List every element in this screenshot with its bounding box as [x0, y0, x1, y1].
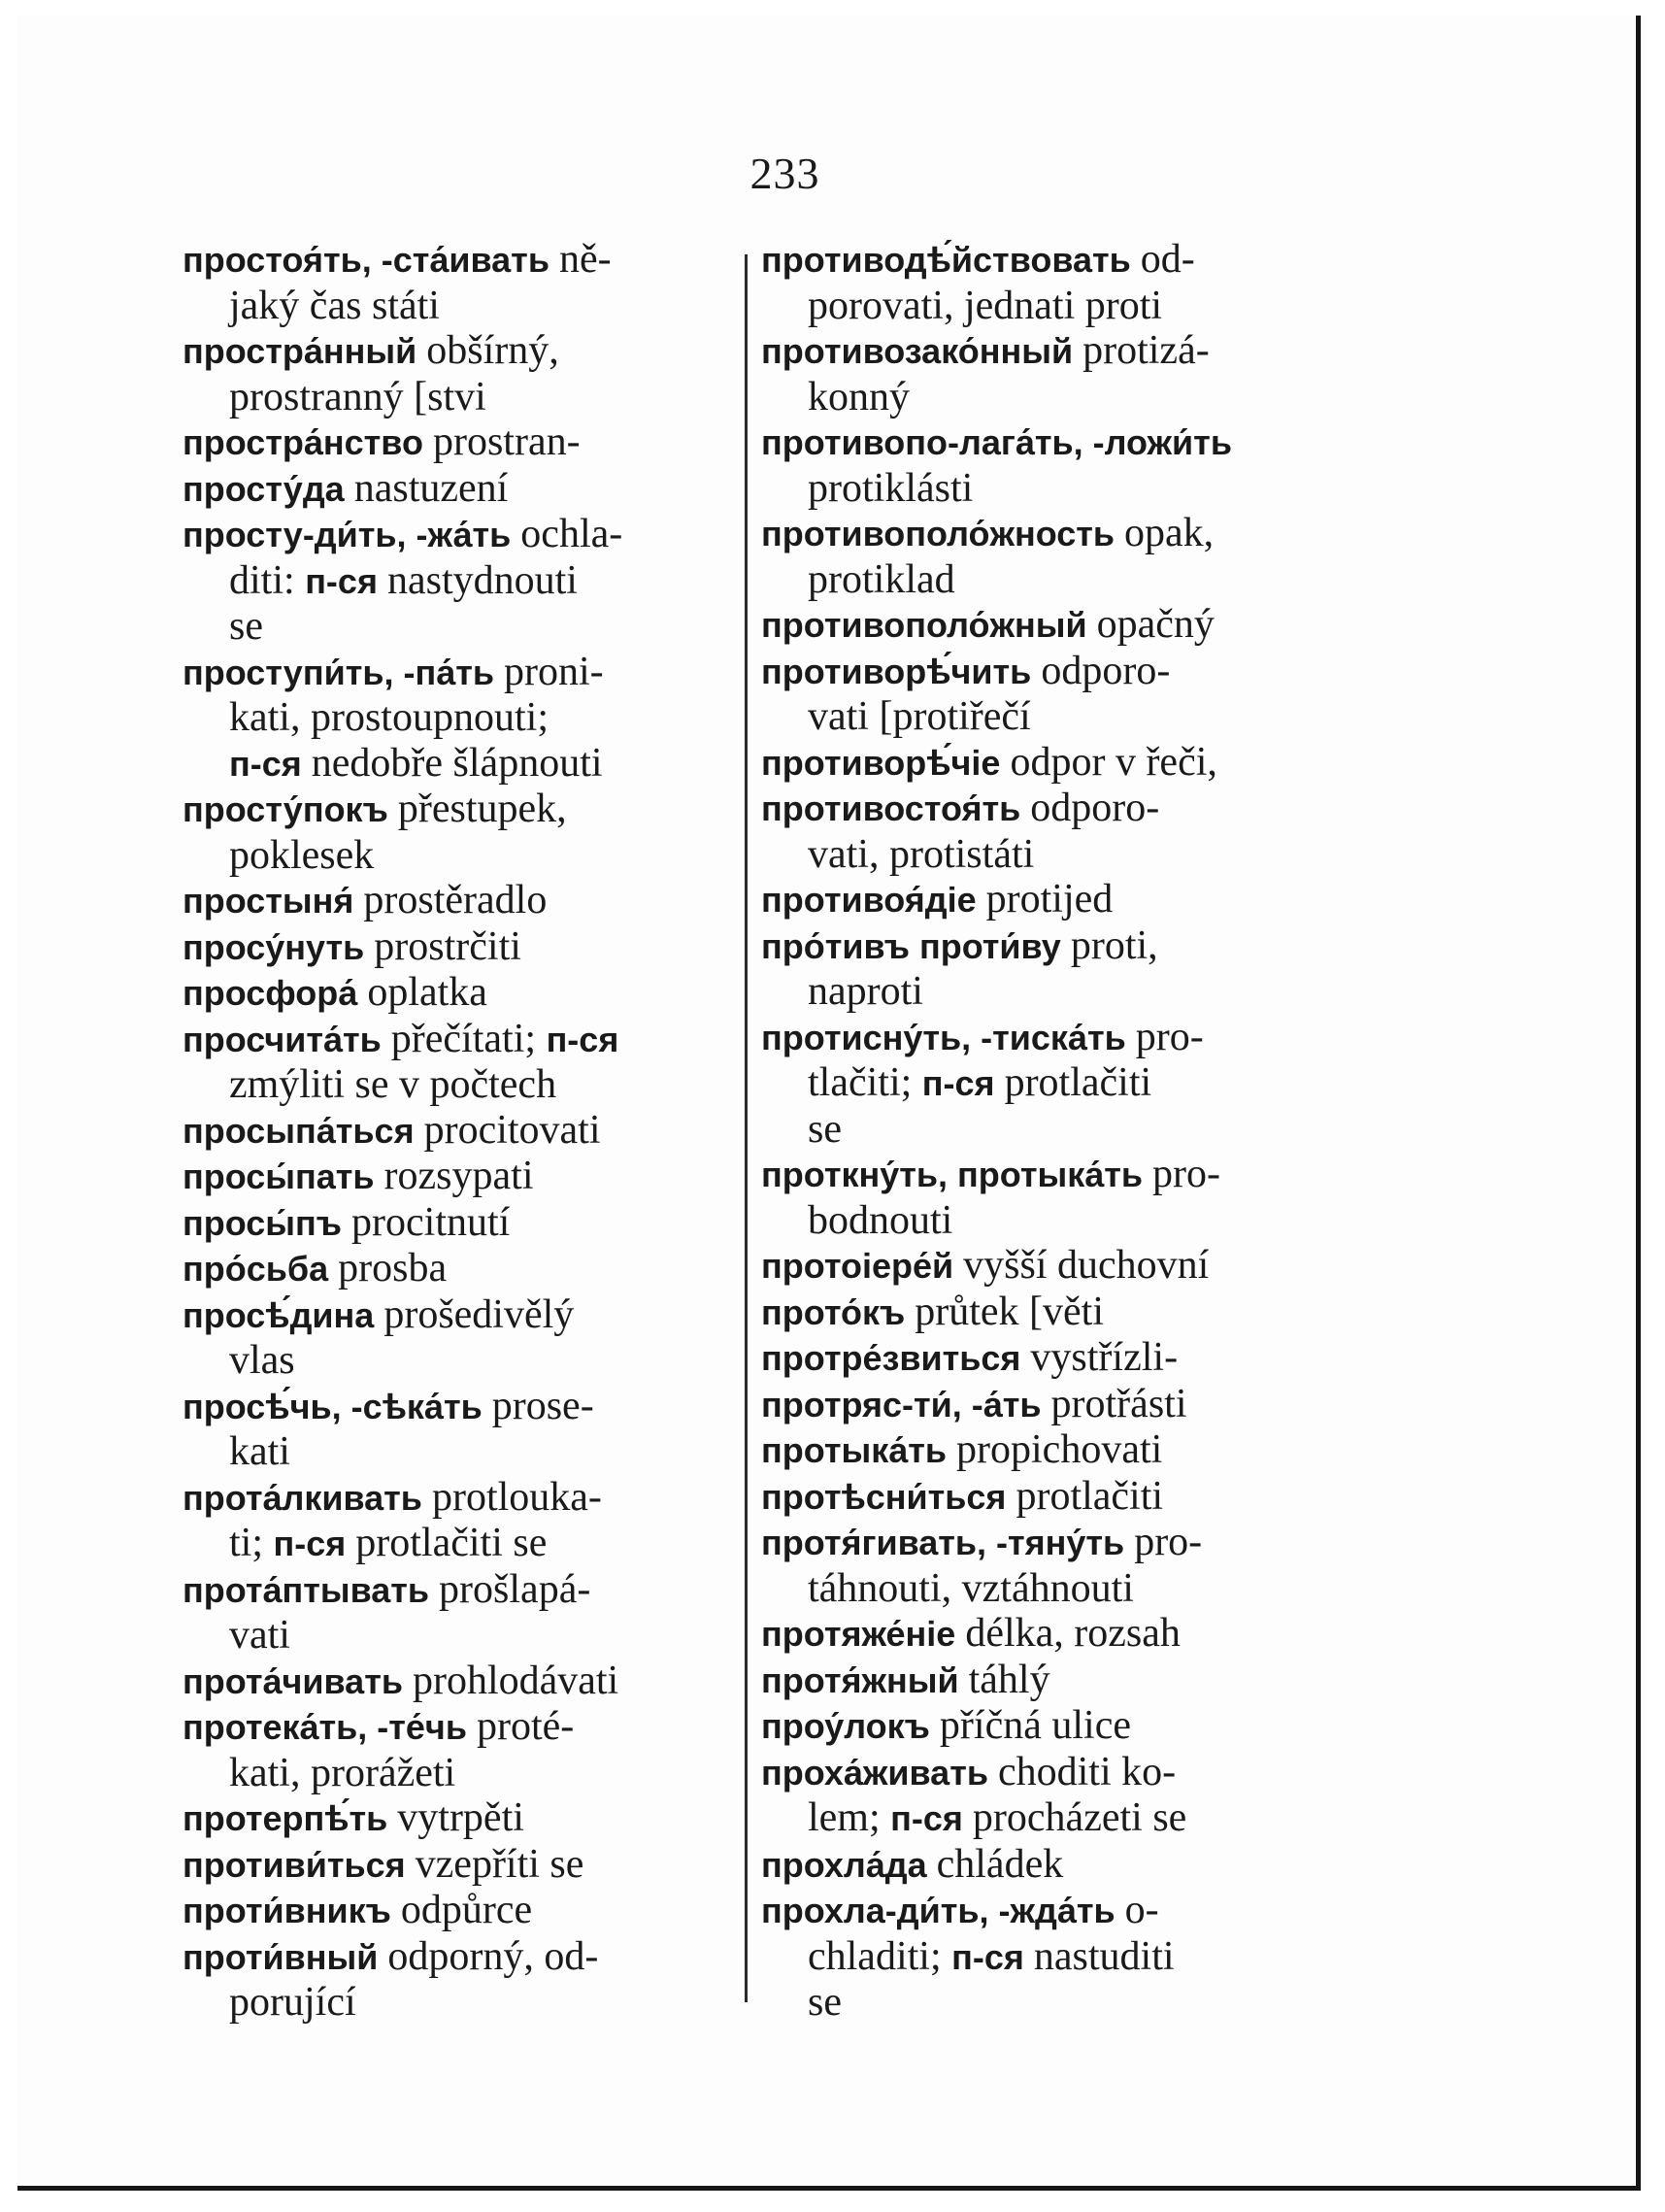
headword: протряс-ти́, -а́ть	[761, 1384, 1051, 1424]
entry-line	[761, 969, 1320, 1015]
dictionary-entry	[761, 602, 1320, 649]
gloss: pro-	[1134, 1520, 1203, 1564]
headword: п-ся	[229, 743, 312, 784]
dictionary-entry	[183, 1475, 731, 1567]
entry-line	[183, 1842, 731, 1889]
entry-line	[761, 1750, 1320, 1796]
dictionary-entry	[761, 1152, 1320, 1243]
entry-line	[183, 1200, 731, 1247]
entry-line	[761, 1335, 1320, 1382]
entry-line	[183, 1108, 731, 1155]
headword: проти́вникъ	[183, 1891, 401, 1930]
entry-line	[183, 970, 731, 1017]
gloss: protlouka-	[431, 1474, 602, 1520]
headword: противостоя́ть	[761, 788, 1031, 828]
gloss: protiklad	[808, 556, 955, 602]
entry-line	[183, 833, 731, 879]
entry-line	[183, 328, 731, 375]
entry-line	[761, 1980, 1320, 2026]
gloss: nastuditi	[1033, 1933, 1175, 1979]
entry-line	[183, 650, 731, 696]
entry-line	[761, 375, 1320, 420]
entry-line	[761, 1566, 1320, 1612]
dictionary-entry	[761, 923, 1320, 1015]
headword: простыня́	[183, 881, 364, 921]
entry-line	[183, 1017, 731, 1063]
headword: п-ся	[546, 1019, 619, 1059]
entry-line	[183, 1384, 731, 1430]
gloss: se	[808, 1980, 842, 2025]
dictionary-entry	[183, 1795, 731, 1842]
entry-line	[183, 787, 731, 833]
gloss: vati [protiřečí	[808, 694, 1031, 739]
gloss: bodnouti	[808, 1197, 953, 1243]
headword: простра́нный	[183, 331, 427, 371]
gloss: proti,	[1070, 922, 1158, 968]
dictionary-entry	[761, 1520, 1320, 1611]
headword: проха́живать	[761, 1752, 998, 1793]
entry-line	[761, 832, 1320, 878]
entry-line	[761, 1382, 1320, 1428]
entry-line	[761, 1842, 1320, 1889]
gloss: prostranný [stvi	[229, 374, 486, 419]
headword: протыка́ть	[761, 1430, 957, 1470]
entry-line	[183, 1246, 731, 1292]
headword: просфора́	[183, 973, 368, 1013]
entry-line	[183, 1751, 731, 1796]
headword: проти́вный	[183, 1936, 388, 1977]
gloss: ti;	[229, 1521, 274, 1565]
gloss: se	[229, 604, 263, 649]
gloss: kati, prorážeti	[229, 1750, 456, 1795]
entry-line	[761, 1427, 1320, 1474]
headword: протоіере́й	[761, 1246, 964, 1286]
entry-line	[183, 237, 731, 284]
gloss: prose-	[491, 1383, 594, 1428]
entry-line	[761, 557, 1320, 603]
dictionary-entry	[761, 786, 1320, 877]
gloss: procházeti se	[972, 1795, 1187, 1840]
gloss: prohlodávati	[412, 1658, 619, 1703]
headword: прота́лкивать	[183, 1477, 432, 1518]
headword: просту́покъ	[183, 789, 398, 829]
dictionary-page	[17, 16, 1641, 2191]
dictionary-entry	[761, 237, 1320, 328]
gloss: opačný	[1096, 602, 1215, 647]
headword: про́тивъ проти́ву	[761, 925, 1071, 966]
entry-line	[761, 419, 1320, 466]
headword: п-ся	[890, 1798, 973, 1838]
headword: противополо́жный	[761, 605, 1097, 645]
headword: противоя́діе	[761, 880, 986, 920]
headword: протисну́ть, -тиска́ть	[761, 1017, 1136, 1057]
entry-line	[761, 923, 1320, 970]
dictionary-entry	[183, 1200, 731, 1247]
entry-line	[183, 1613, 731, 1659]
entry-line	[183, 604, 731, 650]
gloss: vati	[229, 1613, 290, 1658]
dictionary-entry	[761, 1015, 1320, 1153]
headword: протѣсни́ться	[761, 1476, 1016, 1517]
dictionary-entry	[183, 924, 731, 971]
entry-line	[183, 1888, 731, 1934]
dictionary-entry	[761, 1888, 1320, 2026]
gloss: odpor v řeči,	[1010, 739, 1217, 785]
headword: п-ся	[921, 1063, 1005, 1103]
gloss: rozsypati	[383, 1154, 534, 1198]
headword: протека́ть, -те́чь	[183, 1707, 477, 1747]
gloss: kati, prostoupnouti;	[229, 695, 549, 740]
gloss: choditi ko-	[997, 1749, 1177, 1794]
entry-line	[761, 1290, 1320, 1336]
dictionary-entry	[761, 1750, 1320, 1842]
gloss: chladiti;	[808, 1933, 952, 1979]
entry-line	[761, 1795, 1320, 1842]
entry-line	[183, 1292, 731, 1339]
dictionary-entry	[761, 1611, 1320, 1658]
dictionary-entry	[761, 328, 1320, 419]
gloss: přestupek,	[397, 787, 567, 831]
gloss: protijed	[985, 877, 1114, 922]
dictionary-entry	[183, 1154, 731, 1200]
entry-line	[761, 237, 1320, 284]
entry-line	[761, 1474, 1320, 1521]
entry-line	[761, 649, 1320, 695]
entry-line	[761, 1934, 1320, 1981]
headword: противорѣ́чіе	[761, 742, 1011, 783]
entry-line	[183, 419, 731, 466]
gloss: o-	[1124, 1888, 1159, 1932]
entry-line	[183, 1475, 731, 1522]
dictionary-entry	[183, 1246, 731, 1292]
gloss: prošlapá-	[439, 1566, 591, 1612]
page-number: 233	[749, 149, 820, 198]
left-column	[183, 237, 731, 2026]
entry-line	[183, 695, 731, 741]
gloss: průtek [věti	[915, 1289, 1105, 1334]
headword: просы́пъ	[183, 1202, 352, 1243]
headword: прота́птывать	[183, 1569, 440, 1610]
gloss: kati	[229, 1429, 290, 1474]
dictionary-entry	[183, 1704, 731, 1795]
headword: простра́нство	[183, 422, 433, 462]
gloss: nastuzení	[353, 465, 509, 511]
dictionary-entry	[183, 1292, 731, 1384]
entry-line	[761, 1152, 1320, 1198]
gloss: protiklásti	[808, 465, 974, 511]
dictionary-entry	[183, 1384, 731, 1475]
headword: прохла́да	[761, 1844, 937, 1885]
headword: противопо-лага́ть, -ложи́ть	[761, 422, 1232, 462]
headword: протя́жный	[761, 1659, 969, 1700]
gloss: protlačiti se	[355, 1521, 548, 1565]
gloss: protizá-	[1082, 328, 1210, 373]
dictionary-entry	[761, 740, 1320, 787]
headword: прота́чивать	[183, 1660, 413, 1701]
dictionary-entry	[183, 1108, 731, 1155]
headword: просту́да	[183, 468, 354, 509]
dictionary-entry	[761, 1474, 1320, 1521]
gloss: vati, protistáti	[808, 831, 1035, 877]
dictionary-entry	[183, 1888, 731, 1934]
gloss: délka, rozsah	[965, 1611, 1181, 1656]
entry-line	[183, 924, 731, 971]
entry-line	[761, 1243, 1320, 1290]
headword: протя́гивать, -тяну́ть	[761, 1523, 1135, 1562]
dictionary-entry	[761, 1243, 1320, 1290]
gloss: odpůrce	[400, 1888, 533, 1932]
dictionary-entry	[761, 1382, 1320, 1428]
headword: просу́нуть	[183, 926, 375, 967]
gloss: procitovati	[423, 1107, 601, 1153]
column-divider	[745, 254, 748, 2002]
entry-line	[183, 1521, 731, 1567]
dictionary-entry	[761, 1703, 1320, 1750]
gloss: naproti	[808, 969, 923, 1014]
dictionary-entry	[183, 512, 731, 650]
dictionary-entry	[183, 328, 731, 419]
dictionary-entry	[761, 877, 1320, 923]
dictionary-entry	[761, 1335, 1320, 1382]
entry-line	[761, 694, 1320, 740]
gloss: vyšší duchovní	[963, 1243, 1210, 1288]
dictionary-entry	[183, 419, 731, 466]
headword: п-ся	[951, 1936, 1034, 1977]
headword: прохла-ди́ть, -жда́ть	[761, 1891, 1125, 1930]
headword: противи́ться	[183, 1844, 416, 1885]
gloss: lem;	[808, 1795, 891, 1840]
dictionary-entry	[761, 1290, 1320, 1336]
entry-line	[183, 1567, 731, 1614]
entry-line	[183, 741, 731, 788]
gloss: oplatka	[367, 970, 487, 1015]
dictionary-entry	[183, 1017, 731, 1108]
gloss: nastydnouti	[386, 557, 578, 603]
dictionary-entry	[183, 1567, 731, 1659]
headword: просту-ди́ть, -жа́ть	[183, 515, 521, 554]
headword: противодѣ́йствовать	[761, 240, 1141, 280]
dictionary-entry	[761, 419, 1320, 511]
entry-line	[761, 1015, 1320, 1061]
gloss: vytrpěti	[397, 1795, 524, 1840]
entry-line	[761, 740, 1320, 787]
dictionary-entry	[761, 1427, 1320, 1474]
entry-line	[183, 1062, 731, 1108]
entry-line	[761, 1060, 1320, 1107]
entry-line	[183, 1659, 731, 1705]
dictionary-entry	[761, 1842, 1320, 1889]
dictionary-entry	[183, 466, 731, 513]
entry-line	[761, 284, 1320, 329]
gloss: jaký čas státi	[229, 283, 440, 328]
headword: протерпѣ́ть	[183, 1798, 398, 1838]
dictionary-entry	[183, 787, 731, 878]
headword: проу́локъ	[761, 1706, 940, 1746]
headword: противозако́нный	[761, 331, 1083, 371]
gloss: proté-	[476, 1704, 575, 1749]
gloss: porující	[229, 1980, 356, 2025]
headword: противополо́жность	[761, 514, 1125, 553]
gloss: protlačiti	[1004, 1060, 1152, 1105]
gloss: odporo-	[1041, 648, 1171, 693]
gloss: vystřízli-	[1030, 1335, 1179, 1380]
gloss: poklesek	[229, 832, 375, 878]
dictionary-entry	[761, 1658, 1320, 1704]
entry-line	[761, 1198, 1320, 1244]
gloss: od-	[1140, 237, 1195, 282]
gloss: chládek	[936, 1841, 1064, 1887]
entry-line	[761, 1107, 1320, 1153]
dictionary-entry	[183, 878, 731, 924]
gloss: opak,	[1124, 511, 1215, 555]
entry-line	[183, 1980, 731, 2026]
headword: просы́пать	[183, 1156, 384, 1196]
gloss: obšírný,	[426, 328, 559, 373]
entry-line	[183, 1154, 731, 1200]
gloss: vzepříti se	[415, 1841, 584, 1887]
entry-line	[761, 1703, 1320, 1750]
entry-line	[183, 558, 731, 605]
dictionary-entry	[183, 650, 731, 788]
entry-line	[183, 1704, 731, 1751]
gloss: prošedivělý	[383, 1291, 575, 1337]
entry-line	[761, 328, 1320, 375]
gloss: odporný, od-	[387, 1933, 599, 1979]
dictionary-entry	[183, 1659, 731, 1705]
gloss: ně-	[558, 237, 612, 282]
gloss: zmýliti se v počtech	[229, 1062, 557, 1107]
gloss: přečítati;	[390, 1016, 547, 1061]
headword: прото́къ	[761, 1291, 916, 1332]
entry-line	[183, 1934, 731, 1981]
entry-line	[761, 1611, 1320, 1658]
entry-line	[761, 877, 1320, 923]
gloss: protlačiti	[1016, 1473, 1164, 1519]
headword: простоя́ть, -ста́ивать	[183, 240, 559, 280]
entry-line	[183, 284, 731, 329]
gloss: prostran-	[432, 419, 581, 464]
entry-line	[183, 1795, 731, 1842]
entry-line	[183, 512, 731, 558]
dictionary-entry	[183, 237, 731, 328]
gloss: nedobře šlápnouti	[311, 740, 603, 786]
headword: п-ся	[273, 1524, 356, 1563]
gloss: prostěradlo	[363, 878, 548, 922]
gloss: ochla-	[520, 512, 623, 556]
entry-line	[761, 1520, 1320, 1566]
entry-line	[761, 466, 1320, 512]
headword: противорѣ́чить	[761, 651, 1042, 691]
gloss: odporo-	[1030, 786, 1160, 830]
gloss: příčná ulice	[939, 1703, 1131, 1748]
entry-line	[183, 375, 731, 420]
gloss: procitnutí	[351, 1199, 511, 1245]
headword: протре́звиться	[761, 1338, 1031, 1378]
gloss: proni-	[503, 649, 604, 694]
gloss: propichovati	[956, 1427, 1163, 1472]
entry-line	[183, 466, 731, 513]
entry-line	[761, 1658, 1320, 1704]
dictionary-entry	[183, 1842, 731, 1889]
headword: про́сьба	[183, 1249, 339, 1289]
dictionary-entry	[761, 649, 1320, 740]
gloss: pro-	[1135, 1014, 1204, 1059]
gloss: prostrčiti	[374, 923, 521, 969]
headword: просчита́ть	[183, 1019, 391, 1059]
dictionary-entry	[183, 1934, 731, 2026]
gloss: tlačiti;	[808, 1060, 922, 1105]
headword: просѣ́чь, -сѣка́ть	[183, 1386, 492, 1426]
gloss: prosba	[338, 1246, 448, 1290]
entry-line	[761, 1888, 1320, 1934]
gloss: pro-	[1152, 1152, 1220, 1196]
headword: проступи́ть, -па́ть	[183, 652, 504, 692]
entry-line	[761, 786, 1320, 832]
entry-line	[183, 878, 731, 924]
headword: просыпа́ться	[183, 1110, 424, 1151]
entry-line	[183, 1338, 731, 1384]
gloss: táhnouti, vztáhnouti	[808, 1565, 1134, 1611]
gloss: protřásti	[1050, 1381, 1187, 1426]
gloss: diti:	[229, 557, 306, 603]
right-column	[761, 237, 1320, 2026]
gloss: se	[808, 1106, 842, 1152]
gloss: vlas	[229, 1338, 295, 1383]
headword: просѣ́дина	[183, 1294, 384, 1335]
gloss: porovati, jednati proti	[808, 283, 1163, 328]
headword: протяже́ніе	[761, 1614, 966, 1654]
entry-line	[761, 511, 1320, 557]
gloss: konný	[808, 374, 910, 419]
dictionary-entry	[183, 970, 731, 1017]
headword: п-ся	[305, 560, 387, 601]
dictionary-entry	[761, 511, 1320, 602]
headword: проткну́ть, протыка́ть	[761, 1155, 1153, 1194]
entry-line	[761, 602, 1320, 649]
entry-line	[183, 1429, 731, 1475]
gloss: táhlý	[968, 1657, 1050, 1702]
